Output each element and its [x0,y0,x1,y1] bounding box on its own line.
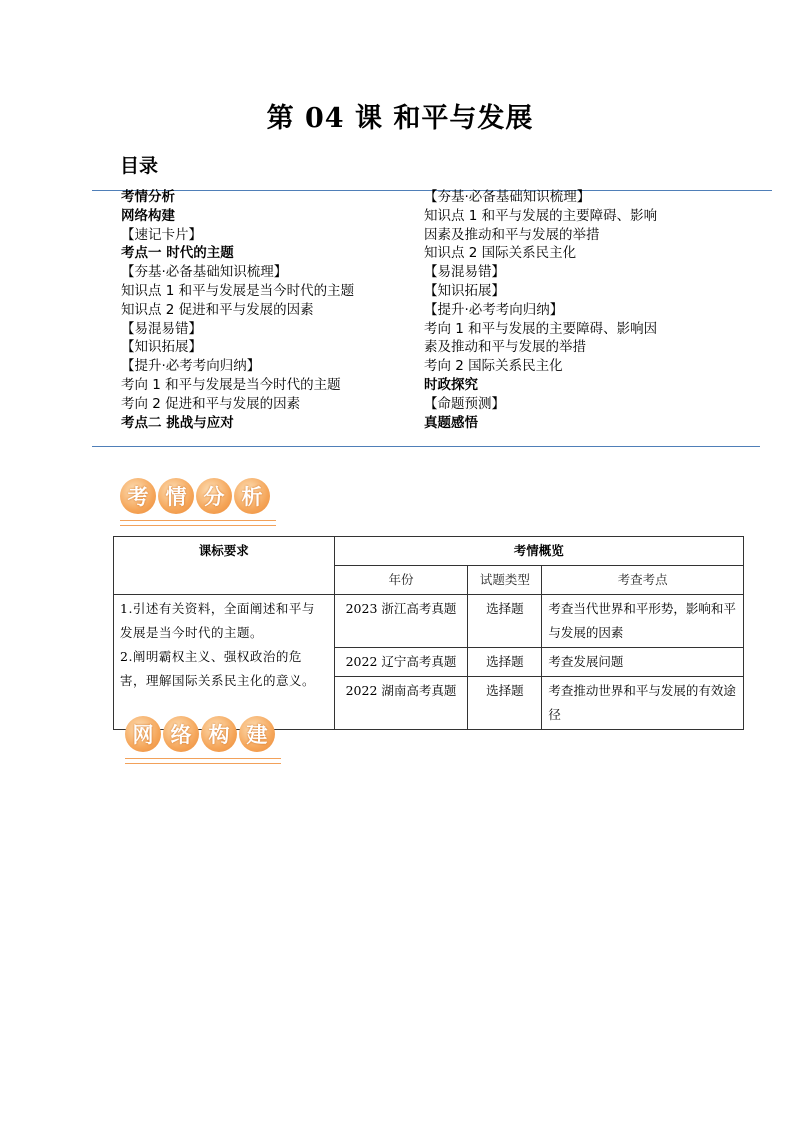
row-point: 考查当代世界和平形势，影响和平与发展的因素 [542,595,744,648]
requirements-cell: 1.引述有关资料，全面阐述和平与发展是当今时代的主题。 2.阐明霸权主义、强权政治的危害，理解国际关系民主化的意义。 [114,595,335,730]
row-year: 2023 浙江高考真题 [334,595,468,648]
row-point: 考查发展问题 [542,648,744,677]
toc-item[interactable]: 真题感悟 [424,414,478,431]
toc-item[interactable]: 知识点 1 和平与发展是当今时代的主题 [121,282,355,299]
toc-item[interactable]: 考向 1 和平与发展是当今时代的主题 [121,376,341,393]
toc-item[interactable]: 考点二 挑战与应对 [121,414,234,431]
toc-item[interactable]: 【夯基·必备基础知识梳理】 [424,189,591,205]
toc-item[interactable]: 考情分析 [121,189,175,205]
toc-item[interactable]: 【易混易错】 [121,320,202,337]
toc-item[interactable]: 【提升·必考考向归纳】 [121,358,261,375]
toc-item[interactable]: 【命题预测】 [424,395,505,412]
row-type: 选择题 [468,648,542,677]
toc-item[interactable]: 【夯基·必备基础知识梳理】 [121,264,288,281]
badge-char: 构 [201,716,237,752]
toc-item[interactable]: 考向 1 和平与发展的主要障碍、影响因 [424,320,658,337]
toc-item[interactable]: 知识点 1 和平与发展的主要障碍、影响 [424,207,658,224]
badge-char: 情 [158,478,194,514]
row-year: 2022 湖南高考真题 [334,677,468,730]
toc-item[interactable]: 知识点 2 国际关系民主化 [424,245,577,262]
subheader-year: 年份 [334,566,468,595]
badge-char: 考 [120,478,156,514]
table-row [114,595,744,648]
toc-item[interactable]: 【提升·必考考向归纳】 [424,301,564,318]
row-year: 2022 辽宁高考真题 [334,648,468,677]
row-type: 选择题 [468,595,542,648]
toc-item[interactable]: 【知识拓展】 [424,282,505,299]
toc-item[interactable]: 【知识拓展】 [121,339,202,356]
exam-overview-table [113,536,744,730]
toc-item[interactable]: 素及推动和平与发展的举措 [424,339,586,356]
subheader-point: 考查考点 [542,566,744,595]
toc-item[interactable]: 考点一 时代的主题 [121,245,234,262]
toc-item[interactable]: 【速记卡片】 [121,226,202,243]
toc-left-column [121,188,354,432]
header-overview: 考情概览 [334,537,743,566]
toc-item[interactable]: 考向 2 国际关系民主化 [424,358,563,375]
toc-item[interactable]: 网络构建 [121,207,175,224]
badge-char: 分 [196,478,232,514]
toc-bottom-rule [92,446,760,447]
subheader-type: 试题类型 [468,566,542,595]
badge-char: 建 [239,716,275,752]
page-title: 第 04 课 和平与发展 [266,103,534,134]
section-badge-exam-analysis [120,478,270,514]
toc-item[interactable]: 知识点 2 促进和平与发展的因素 [121,301,314,318]
badge-char: 析 [234,478,270,514]
row-point: 考查推动世界和平与发展的有效途径 [542,677,744,730]
toc-right-column [424,188,657,432]
badge-char: 网 [125,716,161,752]
toc-item[interactable]: 【易混易错】 [424,264,505,281]
badge-underline [120,520,276,521]
badge-char: 络 [163,716,199,752]
toc-item[interactable]: 因素及推动和平与发展的举措 [424,226,600,243]
badge-underline-thin [120,525,276,526]
badge-underline [125,758,281,759]
toc-item[interactable]: 时政探究 [424,376,478,393]
header-requirements: 课标要求 [114,537,335,595]
toc-item[interactable]: 考向 2 促进和平与发展的因素 [121,395,301,412]
badge-underline-thin [125,763,281,764]
section-badge-network [125,716,275,752]
toc-heading: 目录 [120,155,159,177]
row-type: 选择题 [468,677,542,730]
